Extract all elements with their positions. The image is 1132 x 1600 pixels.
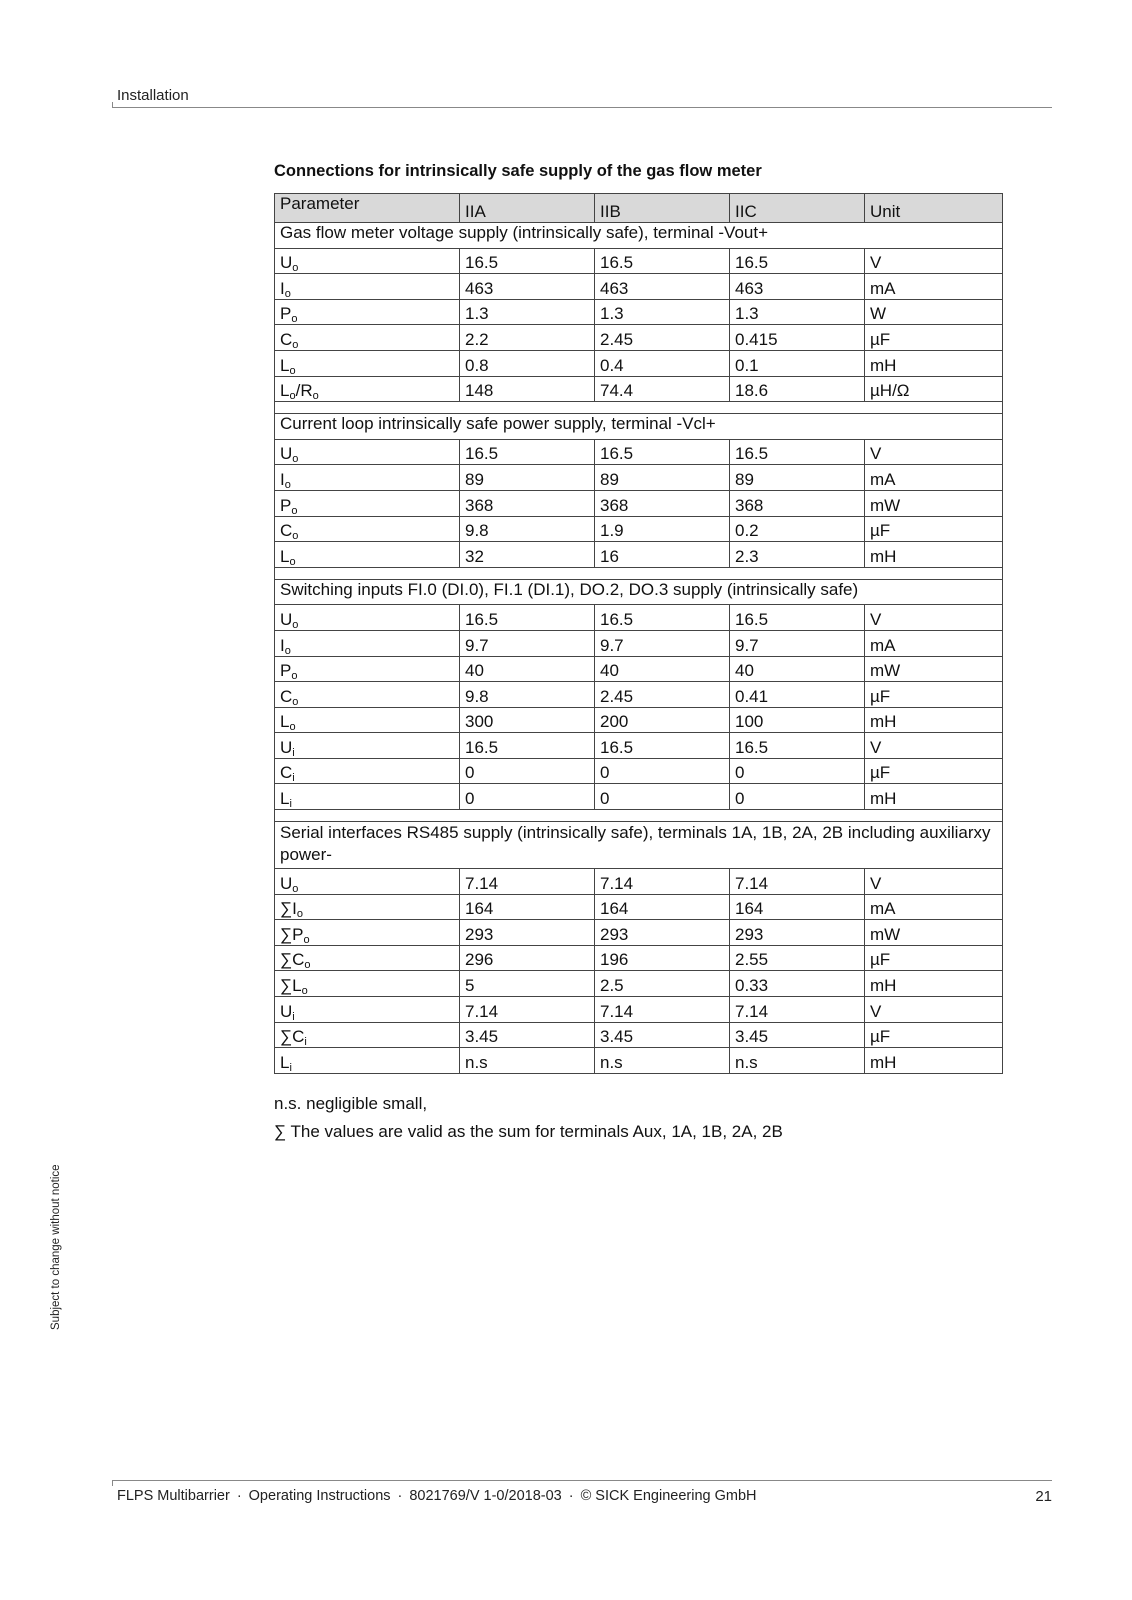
value-cell-iia: 296	[460, 945, 595, 971]
value-cell-iia: 89	[460, 465, 595, 491]
unit-cell: mW	[865, 490, 1003, 516]
section-title: Gas flow meter voltage supply (intrinsically safe), terminal -Vout+	[275, 223, 1003, 249]
section-row	[275, 414, 1003, 440]
value-cell-iib: 368	[595, 490, 730, 516]
parameter-symbol: ∑I	[280, 899, 297, 919]
footer-tick	[112, 1480, 113, 1486]
side-note: Subject to change without notice	[50, 1164, 62, 1330]
table-row	[275, 707, 1003, 733]
parameter-subscript: i	[304, 1036, 307, 1048]
table-row	[275, 465, 1003, 491]
value-cell-iib: 200	[595, 707, 730, 733]
value-cell-iib: 164	[595, 894, 730, 920]
value-cell-iib: 16.5	[595, 439, 730, 465]
footer-separator: ·	[236, 1488, 242, 1504]
parameter-cell	[275, 299, 460, 325]
parameter-cell	[275, 248, 460, 274]
value-cell-iic: 0.415	[730, 325, 865, 351]
parameter-symbol: C	[280, 329, 293, 349]
table-body	[275, 223, 1003, 1074]
table-row	[275, 656, 1003, 682]
footer-doc-number: 8021769/V 1-0/2018-03	[409, 1488, 562, 1504]
value-cell-iic: 0.41	[730, 682, 865, 708]
unit-cell: µF	[865, 516, 1003, 542]
value-cell-iib: 0.4	[595, 350, 730, 376]
value-cell-iia: 32	[460, 542, 595, 568]
value-cell-iic: 0.33	[730, 971, 865, 997]
value-cell-iia: 0.8	[460, 350, 595, 376]
spacer-cell	[275, 810, 1003, 822]
value-cell-iib: 2.5	[595, 971, 730, 997]
value-cell-iib: 16.5	[595, 605, 730, 631]
footer-separator: ·	[397, 1488, 403, 1504]
value-cell-iia: 2.2	[460, 325, 595, 351]
table-row	[275, 439, 1003, 465]
value-cell-iic: 100	[730, 707, 865, 733]
unit-cell: µF	[865, 758, 1003, 784]
unit-cell: V	[865, 997, 1003, 1023]
value-cell-iia: 463	[460, 274, 595, 300]
unit-cell: µF	[865, 682, 1003, 708]
parameter-subscript: i	[289, 1061, 292, 1074]
parameter-cell	[275, 274, 460, 300]
unit-cell: mH	[865, 971, 1003, 997]
parameter-symbol: I	[280, 469, 285, 489]
parameter-cell	[275, 656, 460, 682]
parameter-symbol: I	[280, 278, 285, 298]
value-cell-iib: 1.9	[595, 516, 730, 542]
parameter-cell	[275, 490, 460, 516]
parameter-symbol: C	[280, 763, 293, 783]
footer-text	[117, 1488, 757, 1504]
value-cell-iia: 9.8	[460, 516, 595, 542]
parameter-cell	[275, 542, 460, 568]
value-cell-iia: 16.5	[460, 439, 595, 465]
unit-cell: W	[865, 299, 1003, 325]
parameter-cell	[275, 869, 460, 895]
parameter-cell	[275, 1022, 460, 1048]
spacer-row	[275, 402, 1003, 414]
value-cell-iic: 89	[730, 465, 865, 491]
parameter-subscript: i	[292, 1010, 295, 1023]
value-cell-iic: 18.6	[730, 376, 865, 402]
parameter-table	[274, 193, 1003, 1074]
table-row	[275, 350, 1003, 376]
parameter-cell	[275, 439, 460, 465]
parameter-symbol: ∑L	[280, 976, 302, 996]
parameter-subscript: o	[291, 670, 298, 682]
parameter-cell	[275, 1048, 460, 1074]
value-cell-iic: 0	[730, 758, 865, 784]
spacer-row	[275, 810, 1003, 822]
value-cell-iia: 293	[460, 920, 595, 946]
parameter-symbol: U	[280, 1001, 293, 1021]
table-row	[275, 490, 1003, 516]
parameter-cell	[275, 758, 460, 784]
unit-cell: mA	[865, 274, 1003, 300]
value-cell-iib: 40	[595, 656, 730, 682]
value-cell-iib: 7.14	[595, 997, 730, 1023]
parameter-cell	[275, 682, 460, 708]
parameter-subscript-2: o	[312, 390, 319, 402]
value-cell-iic: 0.1	[730, 350, 865, 376]
parameter-symbol: C	[280, 686, 293, 706]
unit-cell: V	[865, 439, 1003, 465]
spacer-cell	[275, 402, 1003, 414]
unit-cell: V	[865, 605, 1003, 631]
value-cell-iia: 16.5	[460, 605, 595, 631]
section-title: Current loop intrinsically safe power supply, terminal -Vcl+	[275, 414, 1003, 440]
parameter-symbol: U	[280, 737, 293, 757]
value-cell-iib: 196	[595, 945, 730, 971]
section-row	[275, 223, 1003, 249]
table-row	[275, 894, 1003, 920]
table-row	[275, 299, 1003, 325]
parameter-subscript: o	[303, 933, 310, 946]
table-row	[275, 542, 1003, 568]
table-row	[275, 997, 1003, 1023]
value-cell-iia: 9.7	[460, 630, 595, 656]
running-header: Installation	[117, 87, 189, 104]
table-row	[275, 325, 1003, 351]
parameter-symbol: L	[280, 546, 290, 566]
value-cell-iib: 0	[595, 758, 730, 784]
value-cell-iib: 16.5	[595, 248, 730, 274]
parameter-symbol: U	[280, 873, 293, 893]
parameter-subscript: i	[292, 772, 295, 784]
table-header-row	[275, 194, 1003, 223]
parameter-subscript: o	[291, 313, 298, 325]
unit-cell: µH/Ω	[865, 376, 1003, 402]
footer-doc-type: Operating Instructions	[248, 1488, 391, 1504]
unit-cell: µF	[865, 1022, 1003, 1048]
unit-cell: µF	[865, 945, 1003, 971]
parameter-cell	[275, 325, 460, 351]
column-header-parameter: Parameter	[275, 194, 460, 223]
table-row	[275, 516, 1003, 542]
unit-cell: mA	[865, 894, 1003, 920]
parameter-subscript: o	[284, 287, 291, 300]
parameter-subscript: o	[292, 338, 299, 351]
value-cell-iic: 2.55	[730, 945, 865, 971]
footer-rule	[112, 1480, 1052, 1481]
unit-cell: mA	[865, 630, 1003, 656]
parameter-cell	[275, 605, 460, 631]
parameter-symbol: U	[280, 444, 293, 464]
value-cell-iic: 2.3	[730, 542, 865, 568]
unit-cell: mW	[865, 656, 1003, 682]
column-header-iib: IIB	[595, 194, 730, 223]
value-cell-iic: 463	[730, 274, 865, 300]
value-cell-iic: n.s	[730, 1048, 865, 1074]
value-cell-iia: 148	[460, 376, 595, 402]
value-cell-iib: n.s	[595, 1048, 730, 1074]
value-cell-iic: 7.14	[730, 869, 865, 895]
value-cell-iib: 1.3	[595, 299, 730, 325]
unit-cell: mH	[865, 707, 1003, 733]
value-cell-iia: 40	[460, 656, 595, 682]
section-title: Serial interfaces RS485 supply (intrinsically safe), terminals 1A, 1B, 2A, 2B including auxiliarxy power-	[275, 822, 1003, 869]
value-cell-iic: 293	[730, 920, 865, 946]
value-cell-iia: n.s	[460, 1048, 595, 1074]
value-cell-iia: 5	[460, 971, 595, 997]
table-row	[275, 920, 1003, 946]
column-header-iia: IIA	[460, 194, 595, 223]
parameter-cell	[275, 894, 460, 920]
parameter-cell	[275, 971, 460, 997]
unit-cell: mH	[865, 1048, 1003, 1074]
unit-cell: V	[865, 869, 1003, 895]
parameter-cell	[275, 784, 460, 810]
parameter-symbol: P	[280, 304, 292, 324]
value-cell-iic: 368	[730, 490, 865, 516]
table-row	[275, 1022, 1003, 1048]
value-cell-iib: 7.14	[595, 869, 730, 895]
value-cell-iib: 2.45	[595, 682, 730, 708]
parameter-subscript: o	[304, 959, 311, 971]
table-row	[275, 784, 1003, 810]
value-cell-iia: 0	[460, 784, 595, 810]
parameter-subscript: i	[292, 746, 295, 759]
unit-cell: V	[865, 733, 1003, 759]
parameter-symbol: I	[280, 635, 285, 655]
section-row	[275, 822, 1003, 869]
parameter-symbol: P	[280, 661, 292, 681]
unit-cell: mW	[865, 920, 1003, 946]
value-cell-iic: 164	[730, 894, 865, 920]
value-cell-iic: 0.2	[730, 516, 865, 542]
value-cell-iia: 9.8	[460, 682, 595, 708]
parameter-cell	[275, 630, 460, 656]
parameter-subscript: o	[289, 721, 296, 733]
value-cell-iib: 9.7	[595, 630, 730, 656]
value-cell-iic: 16.5	[730, 439, 865, 465]
parameter-symbol: C	[280, 521, 293, 541]
parameter-subscript: o	[292, 882, 299, 895]
parameter-cell	[275, 707, 460, 733]
parameter-cell	[275, 516, 460, 542]
table-row	[275, 248, 1003, 274]
footer-product: FLPS Multibarrier	[117, 1488, 230, 1504]
parameter-subscript: o	[289, 555, 296, 568]
parameter-subscript: o	[289, 364, 296, 377]
table-row	[275, 376, 1003, 402]
value-cell-iic: 16.5	[730, 248, 865, 274]
parameter-symbol: L	[280, 381, 290, 401]
parameter-symbol: ∑C	[280, 950, 305, 970]
parameter-subscript: i	[289, 798, 292, 810]
footer-separator: ·	[568, 1488, 574, 1504]
parameter-subscript: o	[292, 530, 299, 542]
parameter-subscript: o	[289, 390, 296, 402]
unit-cell: mH	[865, 784, 1003, 810]
table-row	[275, 869, 1003, 895]
table-row	[275, 758, 1003, 784]
unit-cell: µF	[865, 325, 1003, 351]
parameter-subscript: o	[292, 618, 299, 631]
value-cell-iia: 368	[460, 490, 595, 516]
parameter-subscript: o	[292, 695, 299, 708]
spacer-row	[275, 567, 1003, 579]
footer-copyright: © SICK Engineering GmbH	[580, 1488, 757, 1504]
parameter-cell	[275, 350, 460, 376]
value-cell-iic: 9.7	[730, 630, 865, 656]
unit-cell: mA	[865, 465, 1003, 491]
parameter-subscript: o	[301, 985, 308, 997]
table-row	[275, 605, 1003, 631]
parameter-cell	[275, 465, 460, 491]
value-cell-iib: 3.45	[595, 1022, 730, 1048]
parameter-symbol: L	[280, 1052, 290, 1072]
value-cell-iib: 2.45	[595, 325, 730, 351]
value-cell-iib: 293	[595, 920, 730, 946]
unit-cell: V	[865, 248, 1003, 274]
header-rule	[112, 107, 1052, 108]
value-cell-iia: 7.14	[460, 997, 595, 1023]
parameter-cell	[275, 920, 460, 946]
footnote-ns: n.s. negligible small,	[274, 1094, 428, 1113]
value-cell-iia: 7.14	[460, 869, 595, 895]
parameter-cell	[275, 733, 460, 759]
parameter-symbol: L	[280, 789, 290, 809]
section-row	[275, 579, 1003, 605]
parameter-cell	[275, 376, 460, 402]
value-cell-iic: 1.3	[730, 299, 865, 325]
parameter-subscript: o	[292, 262, 299, 274]
parameter-subscript: o	[292, 453, 299, 465]
value-cell-iia: 0	[460, 758, 595, 784]
value-cell-iib: 0	[595, 784, 730, 810]
page-number: 21	[1035, 1488, 1052, 1505]
value-cell-iib: 16.5	[595, 733, 730, 759]
table-row	[275, 733, 1003, 759]
parameter-symbol: ∑C	[280, 1027, 305, 1047]
value-cell-iia: 164	[460, 894, 595, 920]
value-cell-iic: 3.45	[730, 1022, 865, 1048]
column-header-unit: Unit	[865, 194, 1003, 223]
value-cell-iia: 16.5	[460, 733, 595, 759]
table-row	[275, 682, 1003, 708]
parameter-symbol-2: /R	[295, 381, 313, 401]
spacer-cell	[275, 567, 1003, 579]
value-cell-iib: 16	[595, 542, 730, 568]
value-cell-iib: 74.4	[595, 376, 730, 402]
unit-cell: mH	[865, 542, 1003, 568]
value-cell-iic: 16.5	[730, 733, 865, 759]
table-row	[275, 971, 1003, 997]
value-cell-iia: 3.45	[460, 1022, 595, 1048]
table-row	[275, 630, 1003, 656]
parameter-symbol: ∑P	[280, 924, 304, 944]
parameter-subscript: o	[291, 504, 298, 517]
header-tick	[112, 102, 113, 108]
value-cell-iia: 16.5	[460, 248, 595, 274]
parameter-symbol: L	[280, 712, 290, 732]
parameter-subscript: o	[284, 478, 291, 491]
column-header-iic: IIC	[730, 194, 865, 223]
unit-cell: mH	[865, 350, 1003, 376]
value-cell-iic: 0	[730, 784, 865, 810]
table-caption: Connections for intrinsically safe supply of the gas flow meter	[274, 162, 762, 180]
parameter-symbol: U	[280, 609, 293, 629]
parameter-cell	[275, 997, 460, 1023]
value-cell-iic: 16.5	[730, 605, 865, 631]
table-row	[275, 274, 1003, 300]
footnote-sum: ∑ The values are valid as the sum for terminals Aux, 1A, 1B, 2A, 2B	[274, 1122, 783, 1141]
table-row	[275, 945, 1003, 971]
parameter-symbol: U	[280, 253, 293, 273]
parameter-cell	[275, 945, 460, 971]
parameter-symbol: L	[280, 355, 290, 375]
value-cell-iib: 463	[595, 274, 730, 300]
parameter-subscript: o	[284, 644, 291, 656]
parameter-subscript: o	[296, 908, 303, 920]
table-row	[275, 1048, 1003, 1074]
section-title: Switching inputs FI.0 (DI.0), FI.1 (DI.1), DO.2, DO.3 supply (intrinsically safe)	[275, 579, 1003, 605]
value-cell-iia: 300	[460, 707, 595, 733]
value-cell-iia: 1.3	[460, 299, 595, 325]
value-cell-iib: 89	[595, 465, 730, 491]
value-cell-iic: 7.14	[730, 997, 865, 1023]
value-cell-iic: 40	[730, 656, 865, 682]
parameter-symbol: P	[280, 495, 292, 515]
